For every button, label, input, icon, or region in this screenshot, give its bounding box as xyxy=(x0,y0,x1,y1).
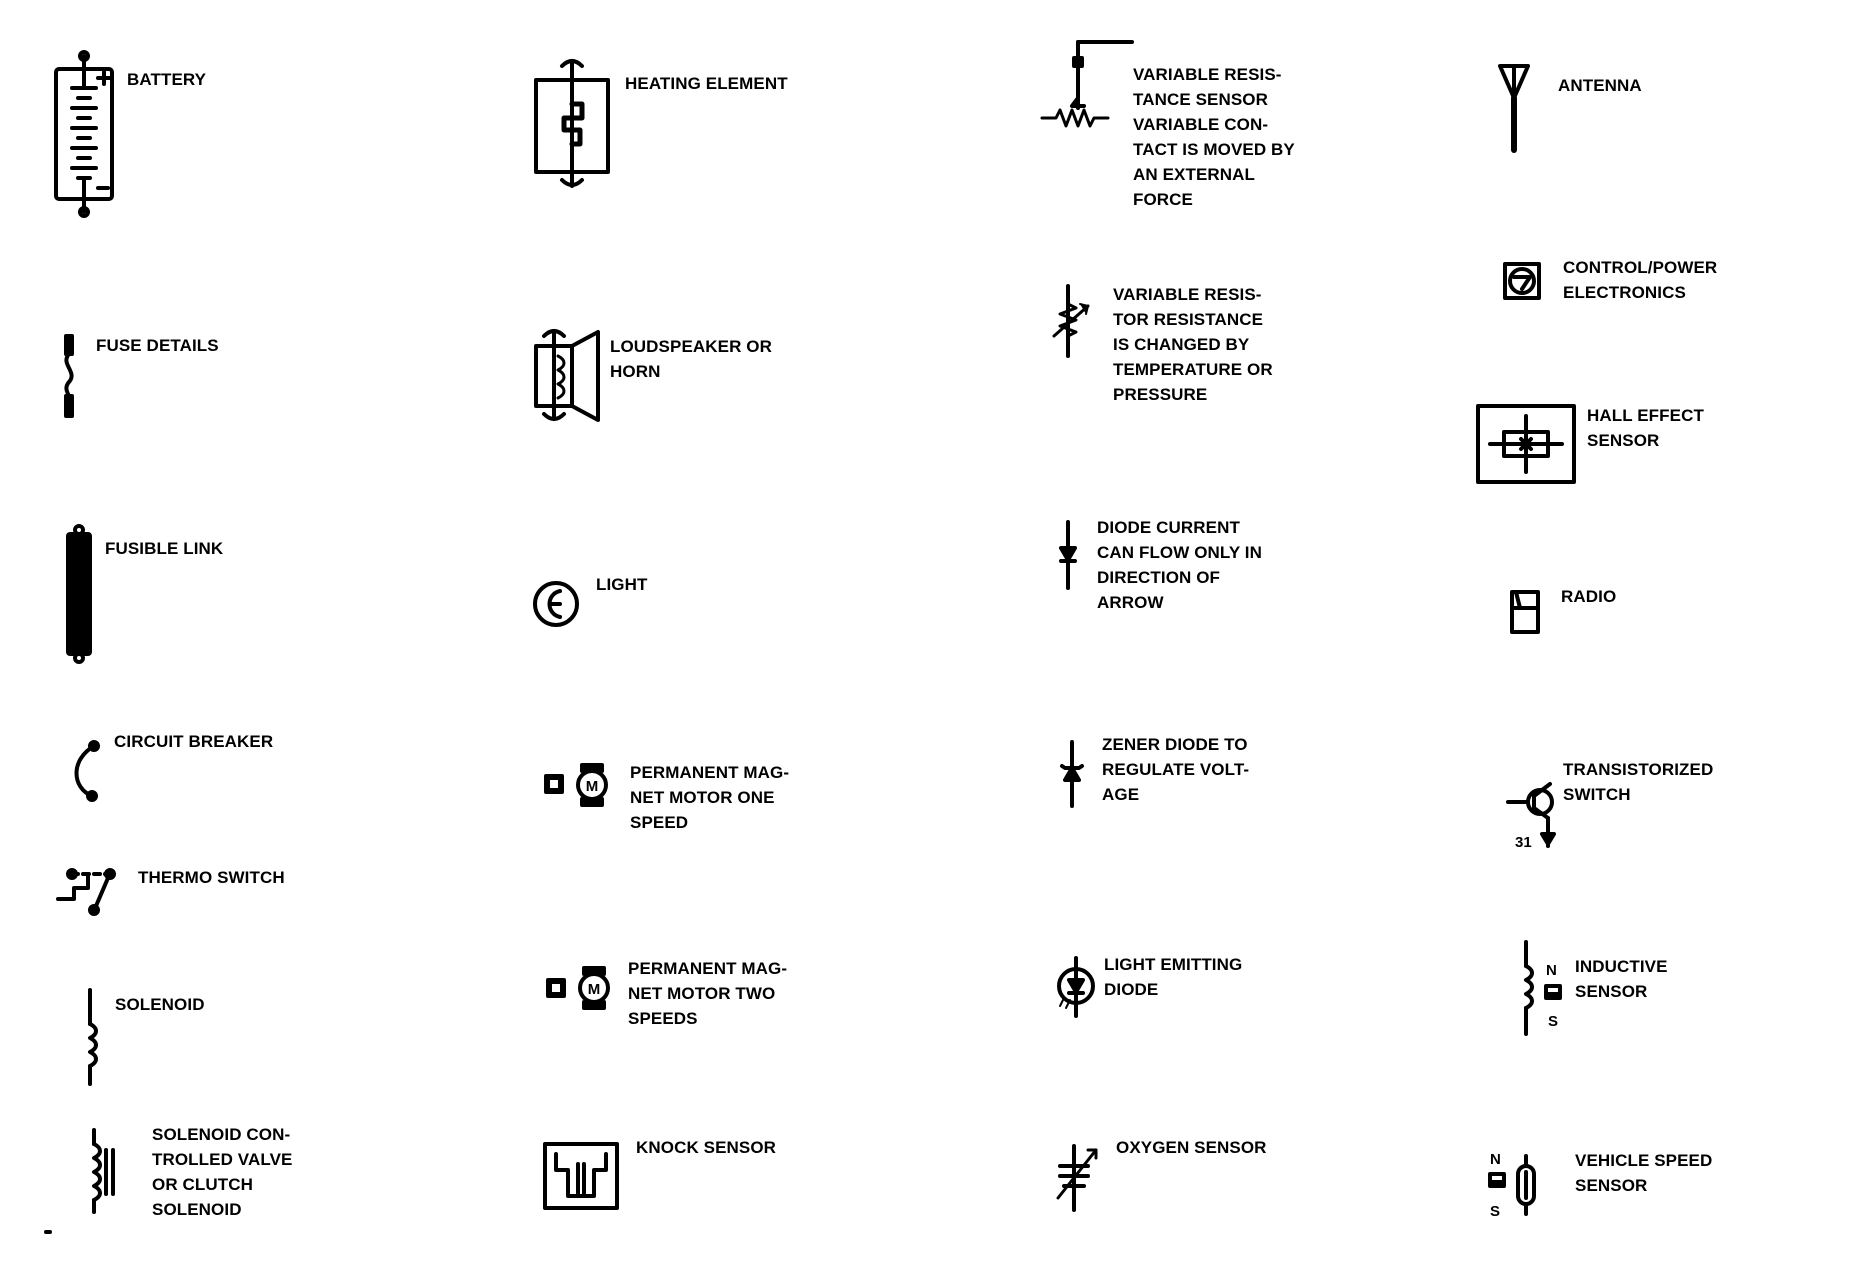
antenna-icon xyxy=(1500,66,1528,150)
inductive-sensor-label: INDUCTIVE SENSOR xyxy=(1575,957,1668,1001)
fuse-icon xyxy=(66,336,72,416)
variable-resistance-sensor-label: VARIABLE RESIS- TANCE SENSOR VARIABLE CON- TACT IS MOVED BY AN EXTERNAL FORCE xyxy=(1133,65,1295,209)
svg-text:M: M xyxy=(585,778,599,795)
variable-resistor-icon xyxy=(1054,286,1088,356)
led-icon xyxy=(1059,958,1093,1016)
vehicle-speed-sensor-label: VEHICLE SPEED SENSOR xyxy=(1575,1151,1713,1195)
led-label: LIGHT EMITTING DIODE xyxy=(1104,955,1243,999)
heating-element-icon xyxy=(536,61,608,186)
diode-label: DIODE CURRENT CAN FLOW ONLY IN DIRECTION OF ARROW xyxy=(1097,518,1262,612)
diode-icon xyxy=(1061,522,1075,588)
battery-label: BATTERY xyxy=(127,70,207,89)
motor-one-speed-label: PERMANENT MAG- NET MOTOR ONE SPEED xyxy=(630,763,790,832)
oxygen-sensor-label: OXYGEN SENSOR xyxy=(1116,1138,1267,1157)
loudspeaker-icon xyxy=(536,331,598,420)
motor-one-speed-icon xyxy=(546,765,606,805)
light-label: LIGHT xyxy=(596,575,648,594)
thermo-switch-label: THERMO SWITCH xyxy=(138,868,285,887)
antenna-label: ANTENNA xyxy=(1558,76,1642,95)
oxygen-sensor-icon xyxy=(1058,1146,1096,1210)
variable-resistor-label: VARIABLE RESIS- TOR RESISTANCE IS CHANGED BY TEMPERATURE OR PRESSURE xyxy=(1113,285,1273,404)
heating-element-label: HEATING ELEMENT xyxy=(625,74,788,93)
battery-icon xyxy=(56,52,112,216)
motor-two-speeds-icon xyxy=(548,968,608,1008)
solenoid-label: SOLENOID xyxy=(115,995,205,1014)
inductive-north-pole-label: N xyxy=(1546,962,1557,979)
control-power-electronics-icon xyxy=(1505,264,1539,298)
speed-sensor-north-pole-label: N xyxy=(1490,1151,1501,1168)
zener-diode-icon xyxy=(1062,742,1082,806)
terminal-31-label: 31 xyxy=(1515,834,1532,851)
thermo-switch-icon xyxy=(58,870,114,914)
zener-diode-label: ZENER DIODE TO REGULATE VOLT- AGE xyxy=(1102,735,1250,804)
circuit-breaker-icon xyxy=(77,742,99,800)
fusible-link-icon xyxy=(68,526,90,662)
radio-label: RADIO xyxy=(1561,587,1617,606)
fuse-details-label: FUSE DETAILS xyxy=(96,336,219,355)
knock-sensor-label: KNOCK SENSOR xyxy=(636,1138,777,1157)
transistorized-switch-label: TRANSISTORIZED SWITCH xyxy=(1563,760,1714,804)
hall-effect-sensor-label: HALL EFFECT SENSOR xyxy=(1587,406,1704,450)
hall-effect-sensor-icon xyxy=(1478,406,1574,482)
solenoid-valve-icon xyxy=(94,1130,113,1212)
solenoid-valve-label: SOLENOID CON- TROLLED VALVE OR CLUTCH SOLENOID xyxy=(152,1125,293,1219)
motor-two-speeds-label: PERMANENT MAG- NET MOTOR TWO SPEEDS xyxy=(628,959,788,1028)
svg-text:M: M xyxy=(587,981,601,998)
radio-icon xyxy=(1512,592,1538,632)
control-power-electronics-label: CONTROL/POWER ELECTRONICS xyxy=(1563,258,1718,302)
fusible-link-label: FUSIBLE LINK xyxy=(105,539,224,558)
knock-sensor-icon xyxy=(545,1144,617,1208)
variable-resistance-sensor-icon xyxy=(1042,42,1132,126)
solenoid-icon xyxy=(90,990,96,1084)
light-bulb-icon xyxy=(535,583,577,625)
loudspeaker-label: LOUDSPEAKER OR HORN xyxy=(610,337,772,381)
speed-sensor-south-pole-label: S xyxy=(1490,1203,1501,1220)
circuit-breaker-label: CIRCUIT BREAKER xyxy=(114,732,274,751)
inductive-south-pole-label: S xyxy=(1548,1013,1559,1030)
